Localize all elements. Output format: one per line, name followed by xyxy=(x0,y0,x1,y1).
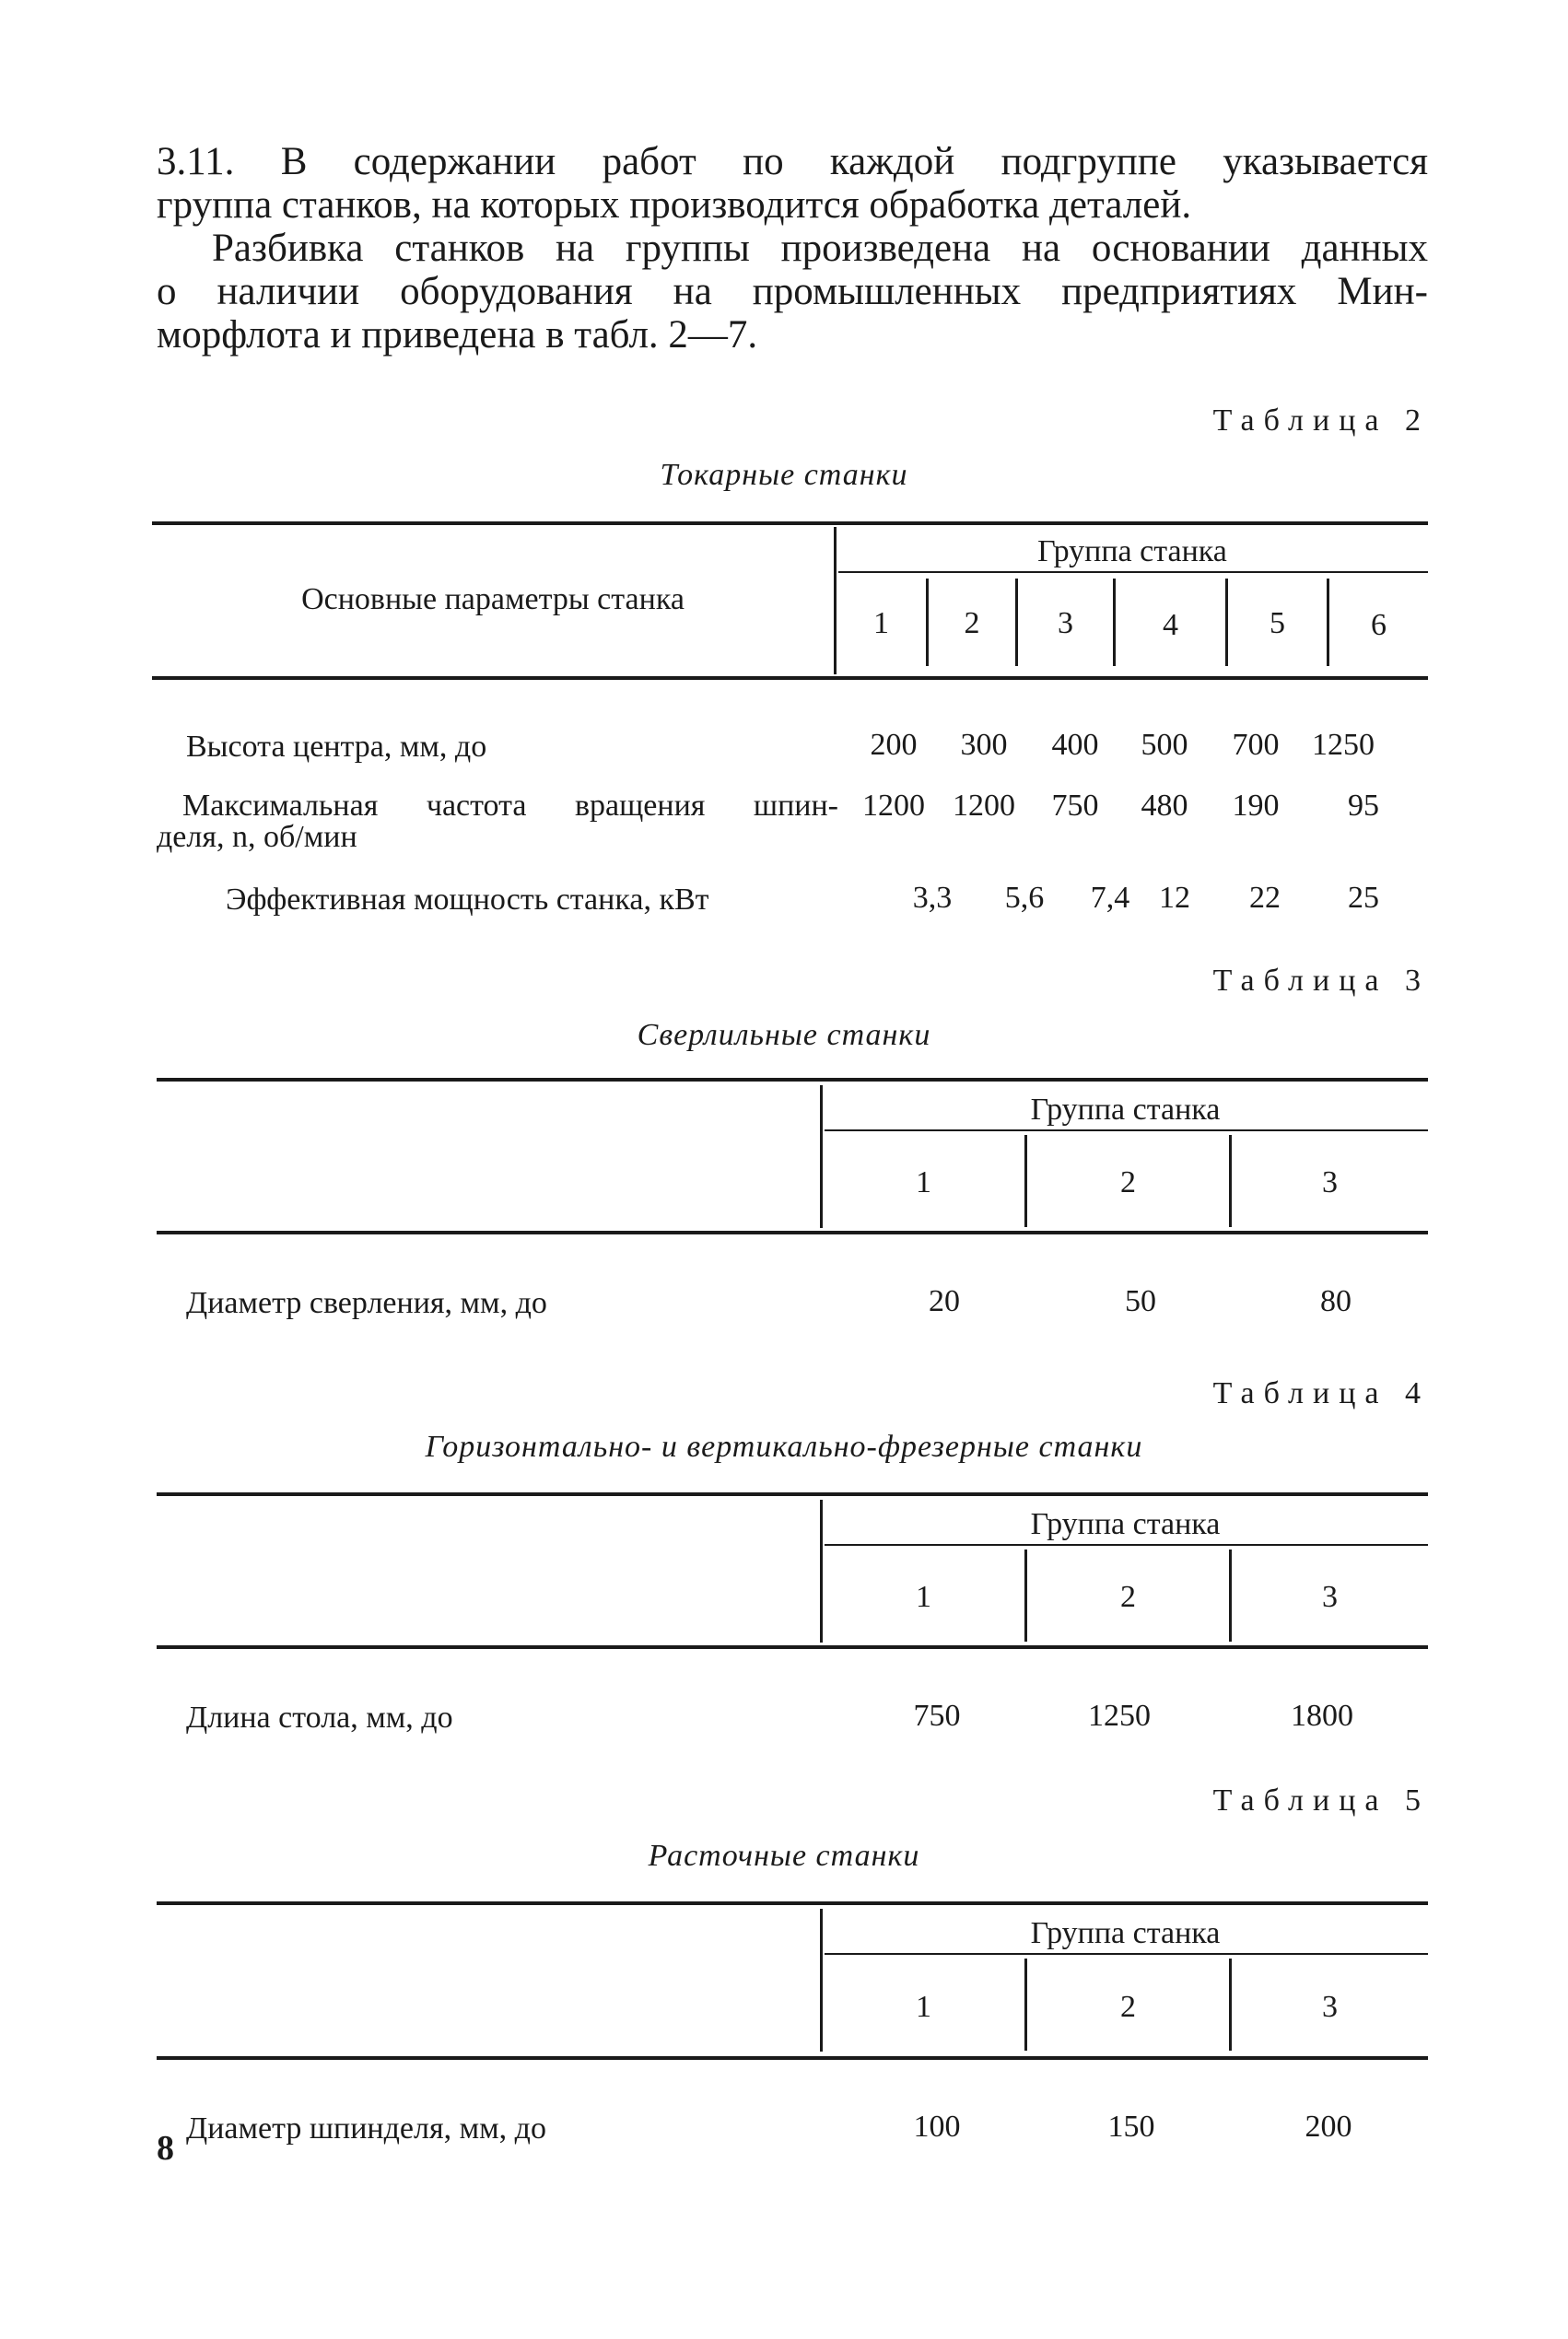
table4-group-2: 2 xyxy=(1120,1580,1136,1614)
table3-group-header: Группа станка xyxy=(1030,1093,1221,1127)
table2-row3-val-1: 3,3 xyxy=(912,881,953,915)
table2-group-4: 4 xyxy=(1163,608,1178,642)
table2-row1-val-4: 500 xyxy=(1141,728,1188,762)
table2-row2-val-2: 1200 xyxy=(953,789,1015,823)
table3-group-2: 2 xyxy=(1120,1165,1136,1199)
table4-row1-val-1: 750 xyxy=(913,1699,961,1733)
table2-group-2: 2 xyxy=(964,606,980,640)
table4-header-rule xyxy=(157,1645,1428,1649)
table2-row3-val-2: 5,6 xyxy=(1004,881,1045,915)
table3-title: Сверлильные станки xyxy=(637,1018,931,1052)
table2-row2-val-1: 1200 xyxy=(862,789,925,823)
intro-line-2: группа станков, на которых производится обработка деталей. xyxy=(157,183,1192,227)
table5-number: Таблица 5 xyxy=(1212,1783,1430,1818)
table2-row2-val-3: 750 xyxy=(1051,789,1099,823)
table2-row1-val-2: 300 xyxy=(960,728,1008,762)
table4-group-3: 3 xyxy=(1322,1580,1338,1614)
intro-line-5: морфлота и приведена в табл. 2—7. xyxy=(157,313,758,357)
intro-line-3: Разбивка станков на группы произведена на основании данных xyxy=(212,227,1428,270)
table2-row3-val-3: 7,4 xyxy=(1090,881,1130,915)
table4-group-1: 1 xyxy=(916,1580,931,1614)
table2-row2-label-1: Максимальная частота вращения шпин- xyxy=(182,789,838,823)
page-number: 8 xyxy=(157,2129,174,2168)
table2-group-rule xyxy=(838,571,1428,573)
table2-row3-val-6: 25 xyxy=(1348,881,1379,915)
table4-row1-label: Длина стола, мм, до xyxy=(186,1701,453,1735)
table3-row1-val-1: 20 xyxy=(929,1284,960,1318)
table2-number: Таблица 2 xyxy=(1212,403,1430,438)
intro-line-1: 3.11. В содержании работ по каждой подгруппе указывается xyxy=(157,140,1428,183)
table4-top-rule xyxy=(157,1492,1428,1496)
table2-top-rule xyxy=(152,521,1428,525)
table3-row1-val-3: 80 xyxy=(1320,1284,1352,1318)
table5-group-header: Группа станка xyxy=(1030,1916,1221,1950)
table5-group-rule xyxy=(825,1953,1428,1955)
table5-row1-val-2: 150 xyxy=(1107,2110,1155,2144)
table2-group-header: Группа станка xyxy=(1037,534,1227,568)
table5-group-3: 3 xyxy=(1322,1990,1338,2024)
table5-top-rule xyxy=(157,1901,1428,1905)
table2-param-header: Основные параметры станка xyxy=(301,582,685,616)
intro-line-4: о наличии оборудования на промышленных предприятиях Мин- xyxy=(157,270,1428,313)
table3-top-rule xyxy=(157,1078,1428,1082)
table2-row1-label: Высота центра, мм, до xyxy=(186,730,487,764)
table2-row3-val-4: 12 xyxy=(1159,881,1190,915)
table2-group-1: 1 xyxy=(873,606,889,640)
table3-row1-label: Диаметр сверления, мм, до xyxy=(186,1286,547,1320)
table5-title: Расточные станки xyxy=(648,1839,920,1873)
table4-group-header: Группа станка xyxy=(1030,1507,1221,1541)
table2-header-rule xyxy=(152,676,1428,680)
table3-row1-val-2: 50 xyxy=(1125,1284,1156,1318)
table2-row1-val-3: 400 xyxy=(1051,728,1099,762)
table4-title: Горизонтально- и вертикально-фрезерные станки xyxy=(425,1430,1143,1464)
table5-row1-label: Диаметр шпинделя, мм, до xyxy=(186,2111,546,2146)
table4-number: Таблица 4 xyxy=(1212,1376,1430,1410)
table2-group-3: 3 xyxy=(1058,606,1073,640)
table2-group-5: 5 xyxy=(1270,606,1285,640)
table2-row3-val-5: 22 xyxy=(1249,881,1281,915)
table2-group-6: 6 xyxy=(1371,608,1387,642)
table2-row2-label-2: деля, n, об/мин xyxy=(157,820,357,854)
table2-row2-val-6: 95 xyxy=(1348,789,1379,823)
table4-row1-val-3: 1800 xyxy=(1291,1699,1353,1733)
table3-group-1: 1 xyxy=(916,1165,931,1199)
table3-header-rule xyxy=(157,1231,1428,1234)
table2-row2-val-4: 480 xyxy=(1141,789,1188,823)
table5-header-rule xyxy=(157,2056,1428,2060)
table5-group-2: 2 xyxy=(1120,1990,1136,2024)
table5-group-1: 1 xyxy=(916,1990,931,2024)
table2-row1-val-6: 1250 xyxy=(1312,728,1375,762)
table2-title: Токарные станки xyxy=(660,458,908,492)
table4-group-rule xyxy=(825,1544,1428,1546)
table4-row1-val-2: 1250 xyxy=(1088,1699,1151,1733)
table2-row3-label: Эффективная мощность станка, кВт xyxy=(226,883,709,917)
table3-group-3: 3 xyxy=(1322,1165,1338,1199)
table3-group-rule xyxy=(825,1129,1428,1131)
table5-row1-val-1: 100 xyxy=(913,2110,961,2144)
table3-number: Таблица 3 xyxy=(1212,964,1430,998)
table2-row1-val-1: 200 xyxy=(870,728,918,762)
table2-row2-val-5: 190 xyxy=(1232,789,1280,823)
table5-row1-val-3: 200 xyxy=(1305,2110,1352,2144)
table2-row1-val-5: 700 xyxy=(1232,728,1280,762)
